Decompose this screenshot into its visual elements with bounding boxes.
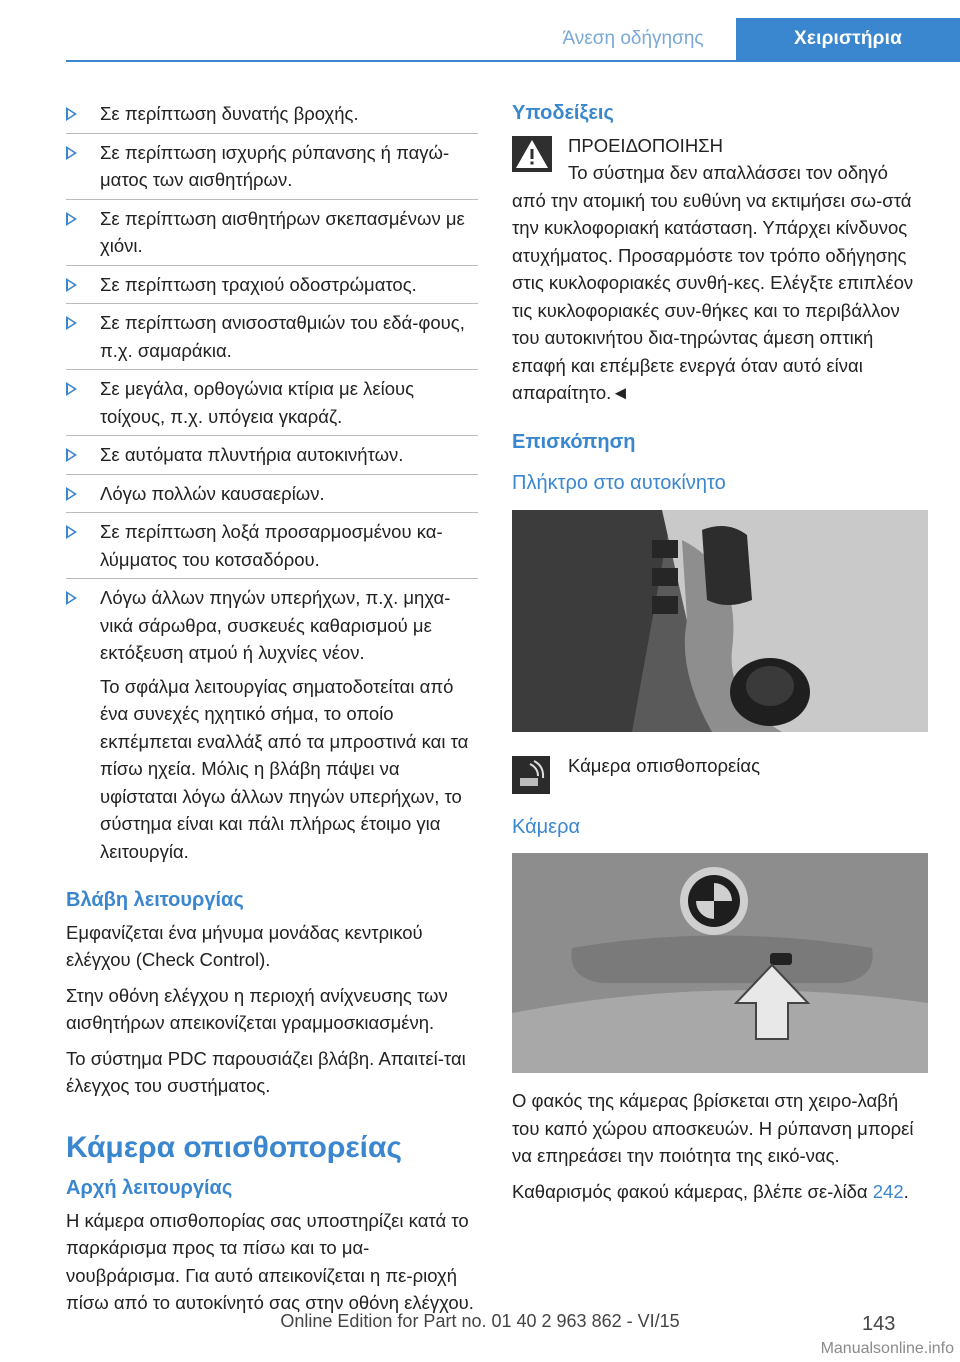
list-item [66,584,478,667]
bullet-text: Λόγω άλλων πηγών υπερήχων, π.χ. μηχα‐νικά σάρωθρα, συσκευές καθαρισμού με εκτόξευση ατμού ή λυχνίες νέον. [100,587,451,663]
bullet-triangle-icon [66,487,77,501]
bullet-text: Σε αυτόματα πλυντήρια αυτοκινήτων. [100,444,404,465]
fault-paragraph: Στην οθόνη ελέγχου η περιοχή ανίχνευσης των αισθητήρων απεικονίζεται γραμμοσκιασμένη. [66,984,448,1033]
overview-heading: Επισκόπηση [512,430,636,453]
bullet-triangle-icon [66,107,77,121]
list-item [66,100,478,128]
bullet-triangle-icon [66,316,77,330]
fault-paragraph: Το σύστημα PDC παρουσιάζει βλάβη. Απαιτεί‐ται έλεγχος του συστήματος. [66,1047,466,1096]
bullet-triangle-icon [66,448,77,462]
bullet-text: Σε περίπτωση ανισοσταθμιών του εδά‐φους, π.χ. σαμαράκια. [100,312,465,361]
list-item [66,518,478,573]
bullet-note: Το σφάλμα λειτουργίας σηματοδοτείται από ένα συνεχές ηχητικό σήμα, το οποίο εκπέμπεται εναλλάξ από τα μπροστινά και τα πίσω ηχεία. Μόλις η βλάβη πάψει να υφίσταται λόγω άλλων πηγών υπερήχων, το σύστημα είναι και πάλι πλήρως έτοιμο για λειτουργία. [100,675,469,862]
divider [66,512,478,513]
bullet-triangle-icon [66,591,77,605]
principle-heading: Αρχή λειτουργίας [66,1177,233,1199]
warning-label: ΠΡΟΕΙΔΟΠΟΙΗΣΗ [568,134,723,156]
lens-paragraph: Ο φακός της κάμερας βρίσκεται στη χειρο‐λαβή του καπό χώρου αποσκευών. Η ρύπανση μπορεί να επηρεάσει την ποιότητα της εικό‐νας. [512,1090,914,1166]
principle-paragraph: Η κάμερα οπισθοπορίας σας υποστηρίζει κατά το παρκάρισμα προς τα πίσω και το μα‐νουβράρισμα. Για αυτό απεικονίζεται η πε‐ριοχή πίσω από το αυτοκίνητό σας στην οθόνη ελέγχου. [66,1209,474,1313]
bullet-triangle-icon [66,146,77,160]
divider [66,303,478,304]
list-item [66,309,478,364]
clean-end: . [903,1180,909,1202]
list-item [66,139,478,194]
bullet-text: Σε περίπτωση λοξά προσαρμοσμένου κα‐λύμματος του κοτσαδόρου. [100,521,443,570]
bullet-text: Σε περίπτωση αισθητήρων σκεπασμένων με χιόνι. [100,207,465,256]
divider [66,133,478,134]
bullet-triangle-icon [66,525,77,539]
divider [66,435,478,436]
bullet-text: Λόγω πολλών καυσαερίων. [100,482,325,504]
left-column [66,100,478,1325]
bullet-text: Σε περίπτωση τραχιού οδοστρώματος. [100,273,417,295]
trunk-camera-photo [512,853,928,1073]
divider [66,474,478,475]
bullet-text: Σε περίπτωση δυνατής βροχής. [100,103,359,124]
bullet-text: Σε μεγάλα, ορθογώνια κτίρια με λείους τοίχους, π.χ. υπόγεια γκαράζ. [100,378,415,427]
bullet-triangle-icon [66,278,77,292]
center-console-photo [512,510,928,732]
watermark: Manualsonline.info [820,1340,954,1357]
list-item [66,441,478,469]
fault-paragraph: Εμφανίζεται ένα μήνυμα μονάδας κεντρικού ελέγχου (Check Control). [66,921,423,970]
right-column [512,100,928,1213]
hints-heading: Υποδείξεις [512,102,614,124]
camera-section-heading: Κάμερα οπισθοπορείας [66,1130,403,1164]
divider [66,265,478,266]
rear-camera-button-icon [512,756,550,794]
list-item [66,271,478,299]
warning-block [512,132,928,407]
bullet-triangle-icon [66,382,77,396]
list-item [66,375,478,430]
clean-paragraph [512,1178,928,1206]
warning-icon [512,136,552,172]
warning-first-line: Το σύστημα δεν απαλλάσσει τον οδηγό [568,162,888,183]
warning-text: από την ατομική του ευθύνη να εκτιμήσει σω‐στά την κυκλοφοριακή κατάσταση. Υπάρχει κίνδυνος ατυχήματος. Προσαρμόστε τον τρόπο οδήγησης στις κυκλοφοριακές συνθή‐κες. Ελέγξτε επιπλέον τις κυκλοφοριακές συν‐θήκες και το περιβάλλον του αυτοκινήτου δια‐τηρώντας άμεση οπτική επαφή και επέμβετε ενεργά όταν αυτό είναι απαραίτητο.◄ [512,189,914,403]
fault-heading: Βλάβη λειτουργίας [66,889,244,911]
button-caption-row [512,750,928,794]
header-chapter-tab: Χειριστήρια [736,18,960,60]
list-item [66,480,478,508]
divider [66,369,478,370]
edition-footer: Online Edition for Part no. 01 40 2 963 862 - VI/15 [280,1311,680,1331]
header-rule [66,60,960,62]
list-item [66,205,478,260]
camera-subheading: Κάμερα [512,815,581,838]
divider [66,199,478,200]
button-caption: Κάμερα οπισθοπορείας [568,754,760,776]
page-number: 143 [862,1313,896,1335]
divider [66,578,478,579]
button-heading: Πλήκτρο στο αυτοκίνητο [512,472,726,494]
clean-text: Καθαρισμός φακού κάμερας, βλέπε σε‐λίδα [512,1180,873,1202]
page-link[interactable]: 242 [872,1180,904,1202]
bullet-text: Σε περίπτωση ισχυρής ρύπανσης ή παγώ‐ματος των αισθητήρων. [100,141,450,190]
bullet-triangle-icon [66,212,77,226]
header-section-title: Άνεση οδήγησης [562,28,704,49]
